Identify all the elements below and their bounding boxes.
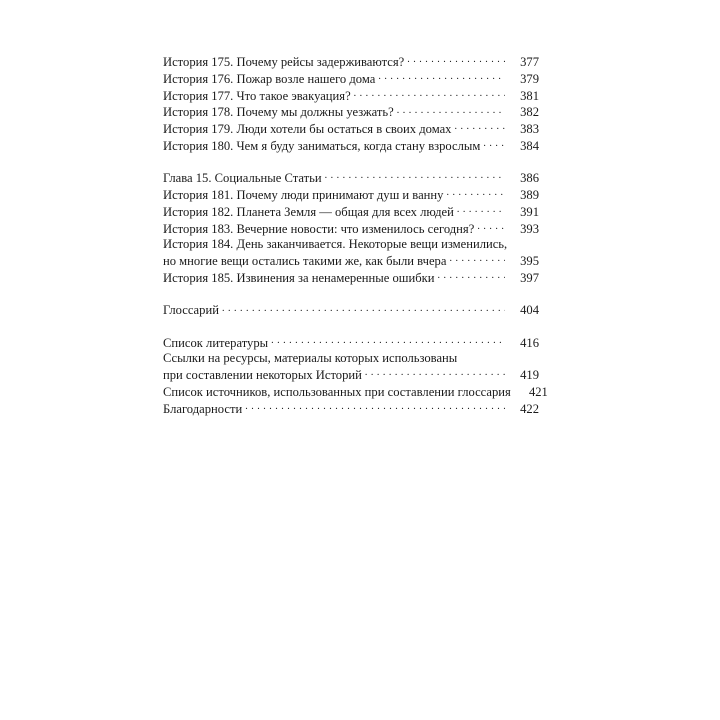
toc-entry (163, 187, 539, 204)
table-of-contents (163, 54, 548, 418)
toc-entry-title: История 183. Вечерние новости: что изменилось сегодня? (163, 221, 475, 236)
toc-entry (163, 221, 539, 238)
toc-entry-title: Глава 15. Социальные Статьи (163, 171, 322, 186)
toc-group-references (163, 335, 548, 418)
toc-entry-title-first-line: Ссылки на ресурсы, материалы которых использованы (163, 351, 458, 366)
toc-entry-page: 384 (520, 138, 539, 153)
toc-dot-leader (454, 121, 505, 133)
toc-entry (163, 302, 539, 319)
toc-entry-page: 404 (520, 303, 539, 318)
toc-dot-leader (378, 71, 505, 83)
toc-entry-title: История 185. Извинения за ненамеренные ошибки (163, 271, 435, 286)
toc-entry-title: История 176. Пожар возле нашего дома (163, 71, 376, 86)
toc-entry-page: 383 (520, 122, 539, 137)
toc-entry (163, 170, 539, 187)
toc-entry-title: История 175. Почему рейсы задерживаются? (163, 55, 405, 69)
toc-entry (163, 54, 539, 71)
toc-entry-title: Список литературы (163, 335, 269, 350)
toc-entry-page: 382 (520, 105, 539, 120)
toc-entry-title: Список источников, использованных при составлении глоссария (163, 385, 511, 400)
toc-entry-title: История 180. Чем я буду заниматься, когда стану взрослым (163, 138, 481, 153)
toc-entry (163, 204, 539, 221)
toc-entry (163, 270, 539, 287)
toc-entry-page: 416 (520, 335, 539, 350)
toc-entry-title: История 181. Почему люди принимают душ и ванну (163, 188, 444, 203)
toc-entry-title: История 179. Люди хотели бы остаться в своих домах (163, 122, 452, 137)
toc-dot-leader (438, 270, 506, 282)
toc-dot-leader (325, 170, 505, 182)
toc-entry-title: История 178. Почему мы должны уезжать? (163, 105, 394, 120)
toc-dot-leader (222, 302, 505, 314)
toc-entry (163, 104, 539, 121)
toc-entry (163, 253, 539, 270)
toc-entry-page: 391 (520, 204, 539, 219)
toc-entry-title: История 177. Что такое эвакуация? (163, 88, 351, 103)
toc-entry-page: 389 (520, 188, 539, 203)
toc-entry (163, 384, 548, 401)
toc-entry-page: 381 (520, 88, 539, 103)
toc-entry (163, 367, 539, 384)
toc-entry-title: Благодарности (163, 401, 243, 416)
toc-entry (163, 335, 539, 352)
toc-dot-leader (365, 367, 505, 379)
toc-entry-page: 397 (520, 271, 539, 286)
toc-dot-leader (449, 253, 505, 265)
toc-entry-page: 422 (520, 401, 539, 416)
toc-entry-page: 377 (520, 55, 539, 69)
toc-entry-page: 386 (520, 171, 539, 186)
toc-entry-page: 421 (528, 385, 548, 400)
toc-dot-leader (457, 204, 505, 216)
toc-group-chapter-15 (163, 170, 539, 287)
toc-dot-leader (483, 138, 505, 150)
toc-group-glossary (163, 302, 539, 319)
toc-dot-leader (271, 335, 505, 347)
toc-entry-page: 379 (520, 71, 539, 86)
toc-dot-leader (477, 221, 505, 233)
toc-entry-page: 393 (520, 221, 539, 236)
toc-entry (163, 88, 539, 105)
toc-dot-leader (245, 401, 505, 413)
toc-entry-title: но многие вещи остались такими же, как были вчера (163, 254, 447, 269)
toc-entry (163, 138, 539, 155)
toc-entry (163, 121, 539, 138)
toc-dot-leader (397, 104, 505, 116)
toc-entry-page: 419 (520, 368, 539, 383)
toc-entry (163, 71, 539, 88)
toc-entry-title: при составлении некоторых Историй (163, 368, 362, 383)
toc-entry-title: История 182. Планета Земля — общая для всех людей (163, 204, 454, 219)
toc-group-stories-175-180 (163, 54, 539, 155)
toc-entry-title-first-line: История 184. День заканчивается. Некоторые вещи изменились, (163, 237, 508, 252)
toc-entry (163, 401, 539, 418)
toc-dot-leader (446, 187, 505, 199)
toc-entry-title: Глоссарий (163, 303, 219, 318)
toc-dot-leader (354, 88, 505, 100)
toc-entry-page: 395 (520, 254, 539, 269)
toc-dot-leader (407, 54, 505, 66)
